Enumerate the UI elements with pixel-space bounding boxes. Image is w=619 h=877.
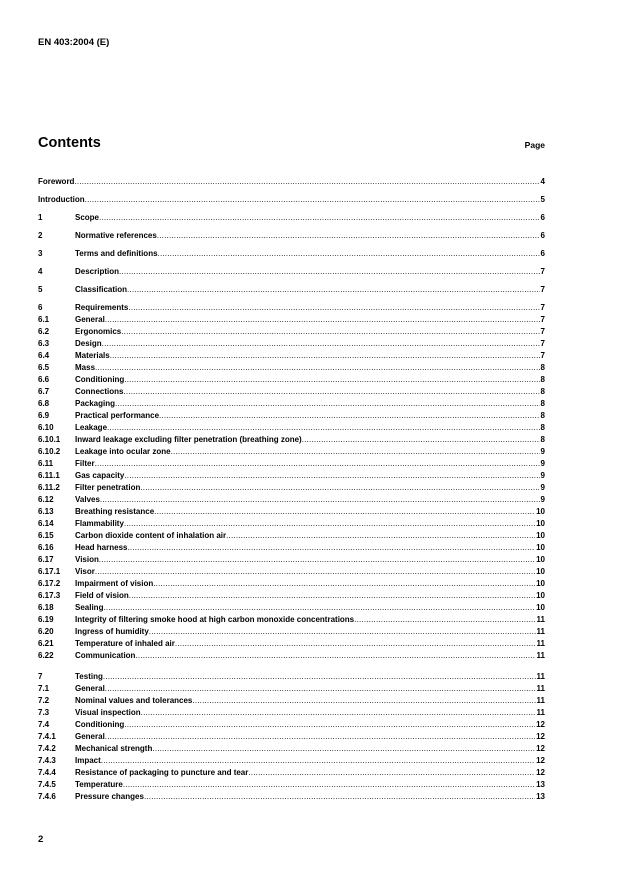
toc-entry[interactable]: [38, 590, 545, 602]
dot-leader: [100, 494, 540, 506]
dot-leader: [135, 650, 535, 662]
dot-leader: [127, 542, 535, 554]
toc-entry[interactable]: [38, 791, 545, 803]
dot-leader: [121, 326, 539, 338]
toc-entry-title: General: [75, 684, 105, 693]
toc-entry-page: 11: [536, 684, 545, 693]
toc-entry[interactable]: [38, 614, 545, 626]
toc-entry-page: 10: [536, 603, 545, 612]
toc-entry-number: 6.13: [38, 507, 54, 516]
toc-entry-number: 6.15: [38, 531, 54, 540]
toc-entry-page: 11: [536, 672, 545, 681]
toc-entry-number: 6.8: [38, 399, 50, 408]
dot-leader: [95, 362, 540, 374]
toc-entry-title: Normative references: [75, 231, 157, 240]
toc-entry[interactable]: [38, 602, 545, 614]
toc-entry-title: Filter penetration: [75, 483, 141, 492]
dot-leader: [107, 422, 540, 434]
toc-entry-page: 6: [540, 213, 545, 222]
toc-entry-number: 6.10.2: [38, 447, 61, 456]
toc-entry-page: 13: [536, 780, 545, 789]
toc-entry-number: 7.4.6: [38, 792, 56, 801]
toc-entry-title: Testing: [75, 672, 103, 681]
toc-entry[interactable]: [38, 302, 545, 314]
dot-leader: [74, 176, 539, 194]
dot-leader: [171, 446, 540, 458]
toc-entry[interactable]: [38, 626, 545, 638]
toc-entry-title: Impact: [75, 756, 101, 765]
toc-entry-page: 12: [536, 756, 545, 765]
toc-entry-page: 7: [540, 267, 545, 276]
dot-leader: [175, 638, 536, 650]
toc-entry-number: 6.22: [38, 651, 54, 660]
toc-entry[interactable]: [38, 578, 545, 590]
toc-entry-page: 8: [540, 375, 545, 384]
toc-entry-number: 6.14: [38, 519, 54, 528]
dot-leader: [99, 554, 535, 566]
toc-entry-title: Integrity of filtering smoke hood at high carbon monoxide concentrations: [75, 615, 355, 624]
dot-leader: [154, 506, 535, 518]
toc-entry[interactable]: [38, 398, 545, 410]
dot-leader: [141, 707, 536, 719]
toc-entry-page: 11: [536, 696, 545, 705]
toc-entry[interactable]: [38, 518, 545, 530]
toc-entry-page: 10: [536, 543, 545, 552]
toc-entry-title: Requirements: [75, 303, 129, 312]
toc-entry-number: 4: [38, 267, 43, 276]
dot-leader: [159, 410, 540, 422]
toc-entry-number: 1: [38, 213, 43, 222]
dot-leader: [124, 719, 535, 731]
dot-leader: [124, 518, 535, 530]
toc-entry[interactable]: [38, 482, 545, 494]
toc-entry[interactable]: [38, 542, 545, 554]
dot-leader: [128, 302, 539, 314]
toc-entry-title: Pressure changes: [75, 792, 144, 801]
toc-entry[interactable]: [38, 530, 545, 542]
toc-entry-number: 7.4.2: [38, 744, 56, 753]
toc-entry-number: 5: [38, 285, 43, 294]
toc-entry-title: Ingress of humidity: [75, 627, 149, 636]
toc-entry-title: Gas capacity: [75, 471, 125, 480]
toc-entry-title: Temperature: [75, 780, 123, 789]
toc-entry-page: 9: [540, 483, 545, 492]
toc-entry-title: Resistance of packaging to puncture and tear: [75, 768, 249, 777]
toc-entry-title: Leakage: [75, 423, 108, 432]
toc-entry-page: 10: [536, 519, 545, 528]
toc-entry-number: 6.17: [38, 555, 54, 564]
toc-entry-title: Head harness: [75, 543, 128, 552]
toc-entry-title: Nominal values and tolerances: [75, 696, 193, 705]
toc-entry-page: 10: [536, 507, 545, 516]
toc-entry-title: Valves: [75, 495, 100, 504]
dot-leader: [140, 482, 539, 494]
toc-entry[interactable]: [38, 719, 545, 731]
toc-entry-title: Foreword: [38, 177, 75, 186]
toc-entry-title: Conditioning: [75, 720, 125, 729]
toc-entry[interactable]: [38, 779, 545, 791]
toc-entry-page: 12: [536, 720, 545, 729]
toc-entry-title: Mass: [75, 363, 96, 372]
toc-entry-title: Filter: [75, 459, 95, 468]
dot-leader: [115, 398, 540, 410]
toc-entry-page: 9: [540, 447, 545, 456]
toc-entry-title: Scope: [75, 213, 100, 222]
toc-entry-number: 6.19: [38, 615, 54, 624]
dot-leader: [123, 386, 539, 398]
toc-entry[interactable]: [38, 743, 545, 755]
dot-leader: [103, 602, 535, 614]
toc-entry-number: 6.17.1: [38, 567, 61, 576]
toc-entry-page: 7: [540, 339, 545, 348]
toc-entry-number: 6.17.2: [38, 579, 61, 588]
dot-leader: [95, 458, 540, 470]
toc-entry[interactable]: [38, 410, 545, 422]
toc-entry-title: Introduction: [38, 195, 85, 204]
toc-entry-title: Inward leakage excluding filter penetration (breathing zone): [75, 435, 302, 444]
toc-entry[interactable]: [38, 671, 545, 683]
toc-entry-title: Conditioning: [75, 375, 125, 384]
dot-leader: [152, 743, 535, 755]
page-number: 2: [38, 834, 44, 845]
toc-entry-number: 6: [38, 303, 43, 312]
toc-entry-page: 10: [536, 531, 545, 540]
toc-entry[interactable]: [38, 326, 545, 338]
page-column-label: Page: [524, 140, 545, 150]
toc-entry[interactable]: [38, 494, 545, 506]
toc-entry-number: 6.11.1: [38, 471, 60, 480]
dot-leader: [354, 614, 535, 626]
toc-entry-number: 6.4: [38, 351, 50, 360]
dot-leader: [105, 683, 536, 695]
toc-entry-title: Visor: [75, 567, 95, 576]
toc-entry-page: 7: [540, 285, 545, 294]
toc-entry-title: Leakage into ocular zone: [75, 447, 171, 456]
toc-entry[interactable]: [38, 422, 545, 434]
dot-leader: [99, 212, 540, 230]
dot-leader: [124, 374, 539, 386]
toc-entry-number: 6.2: [38, 327, 50, 336]
toc-entry-number: 6.17.3: [38, 591, 61, 600]
toc-entry-page: 12: [536, 768, 545, 777]
toc-entry-number: 6.11: [38, 459, 54, 468]
toc-entry-title: Vision: [75, 555, 99, 564]
toc-entry-number: 6.9: [38, 411, 50, 420]
toc-entry-title: Connections: [75, 387, 124, 396]
toc-entry-title: Classification: [75, 285, 128, 294]
dot-leader: [192, 695, 535, 707]
toc-entry-page: 8: [540, 435, 545, 444]
toc-entry-page: 11: [536, 651, 545, 660]
toc-entry-page: 11: [536, 708, 545, 717]
toc-entry-number: 7: [38, 672, 43, 681]
toc-entry[interactable]: [38, 176, 545, 194]
toc-entry-page: 8: [540, 399, 545, 408]
toc-entry-page: 12: [536, 744, 545, 753]
toc-entry-page: 13: [536, 792, 545, 801]
toc-entry-page: 10: [536, 555, 545, 564]
toc-entry-title: Description: [75, 267, 120, 276]
dot-leader: [129, 590, 535, 602]
toc-entry-title: Design: [75, 339, 102, 348]
toc-entry-page: 9: [540, 495, 545, 504]
toc-entry-number: 6.12: [38, 495, 54, 504]
dot-leader: [123, 779, 535, 791]
toc-entry-number: 7.4.5: [38, 780, 56, 789]
toc-entry-title: Breathing resistance: [75, 507, 155, 516]
toc-entry[interactable]: [38, 386, 545, 398]
toc-entry[interactable]: [38, 707, 545, 719]
dot-leader: [149, 626, 536, 638]
toc-entry[interactable]: [38, 446, 545, 458]
toc-entry-title: Visual inspection: [75, 708, 141, 717]
toc-entry-title: General: [75, 732, 105, 741]
toc-entry-page: 5: [540, 195, 545, 204]
toc-entry[interactable]: [38, 350, 545, 362]
toc-entry-page: 8: [540, 423, 545, 432]
dot-leader: [103, 671, 536, 683]
dot-leader: [248, 767, 535, 779]
dot-leader: [85, 194, 540, 212]
dot-leader: [95, 566, 535, 578]
toc-entry-page: 6: [540, 249, 545, 258]
toc-entry[interactable]: [38, 374, 545, 386]
toc-entry[interactable]: [38, 566, 545, 578]
toc-entry-page: 4: [540, 177, 545, 186]
toc-entry-page: 6: [540, 231, 545, 240]
toc-entry-number: 7.3: [38, 708, 50, 717]
toc-entry-title: Sealing: [75, 603, 104, 612]
toc-entry-number: 7.4.3: [38, 756, 56, 765]
toc-entry[interactable]: [38, 212, 545, 230]
toc-entry[interactable]: [38, 362, 545, 374]
toc-entry-number: 6.21: [38, 639, 54, 648]
dot-leader: [102, 338, 540, 350]
toc-entry-number: 6.1: [38, 315, 50, 324]
toc-entry-number: 6.3: [38, 339, 50, 348]
toc-entry-title: Practical performance: [75, 411, 160, 420]
toc-entry-number: 2: [38, 231, 43, 240]
dot-leader: [101, 755, 535, 767]
toc-entry-number: 3: [38, 249, 43, 258]
dot-leader: [119, 266, 540, 284]
toc-entry-number: 7.1: [38, 684, 50, 693]
toc-entry[interactable]: [38, 470, 545, 482]
toc-entry-title: Ergonomics: [75, 327, 122, 336]
toc-entry-number: 6.5: [38, 363, 50, 372]
toc-entry-title: Carbon dioxide content of inhalation air: [75, 531, 227, 540]
toc-entry-title: Mechanical strength: [75, 744, 153, 753]
toc-entry-page: 12: [536, 732, 545, 741]
toc-entry-number: 6.16: [38, 543, 54, 552]
toc-entry-number: 7.4.4: [38, 768, 56, 777]
dot-leader: [158, 248, 540, 266]
toc-entry-number: 6.6: [38, 375, 50, 384]
toc-entry-page: 9: [540, 471, 545, 480]
dot-leader: [105, 314, 540, 326]
toc-entry-page: 8: [540, 363, 545, 372]
toc-entry-page: 7: [540, 327, 545, 336]
toc-entry[interactable]: [38, 554, 545, 566]
toc-entry-number: 7.4: [38, 720, 50, 729]
dot-leader: [226, 530, 535, 542]
toc-entry[interactable]: [38, 230, 545, 248]
page-title: Contents: [38, 135, 101, 151]
toc-entry[interactable]: [38, 194, 545, 212]
toc-entry-title: Packaging: [75, 399, 116, 408]
toc-entry[interactable]: [38, 506, 545, 518]
toc-entry-title: Temperature of inhaled air: [75, 639, 175, 648]
toc-entry-number: 6.18: [38, 603, 54, 612]
toc-entry-number: 7.4.1: [38, 732, 56, 741]
toc-entry-page: 11: [536, 639, 545, 648]
toc-entry-page: 9: [540, 459, 545, 468]
dot-leader: [153, 578, 535, 590]
toc-entry[interactable]: [38, 767, 545, 779]
toc-entry-number: 6.11.2: [38, 483, 60, 492]
dot-leader: [144, 791, 535, 803]
toc-entry-page: 11: [536, 627, 545, 636]
toc-entry-page: 7: [540, 315, 545, 324]
dot-leader: [127, 284, 540, 302]
toc-entry-number: 7.2: [38, 696, 50, 705]
toc-entry-page: 7: [540, 351, 545, 360]
document-header: EN 403:2004 (E): [38, 37, 110, 48]
toc-entry[interactable]: [38, 248, 545, 266]
toc-entry-page: 10: [536, 579, 545, 588]
toc-entry-number: 6.20: [38, 627, 54, 636]
toc-entry[interactable]: [38, 338, 545, 350]
toc-entry-page: 11: [536, 615, 545, 624]
toc-entry-title: Field of vision: [75, 591, 129, 600]
toc-entry[interactable]: [38, 638, 545, 650]
toc-entry-title: Impairment of vision: [75, 579, 154, 588]
toc-entry-title: Flammability: [75, 519, 124, 528]
toc-entry[interactable]: [38, 266, 545, 284]
toc-entry[interactable]: [38, 683, 545, 695]
toc-entry[interactable]: [38, 755, 545, 767]
toc-entry-page: 10: [536, 591, 545, 600]
toc-entry-number: 6.10.1: [38, 435, 61, 444]
toc-entry[interactable]: [38, 314, 545, 326]
dot-leader: [157, 230, 540, 248]
toc-entry-page: 7: [540, 303, 545, 312]
toc-entry-page: 10: [536, 567, 545, 576]
dot-leader: [105, 731, 535, 743]
toc-entry[interactable]: [38, 731, 545, 743]
toc-entry-number: 6.7: [38, 387, 50, 396]
toc-entry[interactable]: [38, 458, 545, 470]
toc-entry-page: 8: [540, 387, 545, 396]
toc-entry-title: General: [75, 315, 105, 324]
toc-entry-number: 6.10: [38, 423, 54, 432]
toc-entry-title: Terms and definitions: [75, 249, 158, 258]
toc-entry-title: Materials: [75, 351, 110, 360]
toc-entry-page: 8: [540, 411, 545, 420]
toc-entry[interactable]: [38, 650, 545, 662]
toc-entry[interactable]: [38, 695, 545, 707]
toc-entry[interactable]: [38, 434, 545, 446]
dot-leader: [110, 350, 540, 362]
dot-leader: [302, 434, 540, 446]
table-of-contents: [38, 176, 545, 803]
toc-entry[interactable]: [38, 284, 545, 302]
dot-leader: [124, 470, 539, 482]
toc-entry-title: Communication: [75, 651, 136, 660]
